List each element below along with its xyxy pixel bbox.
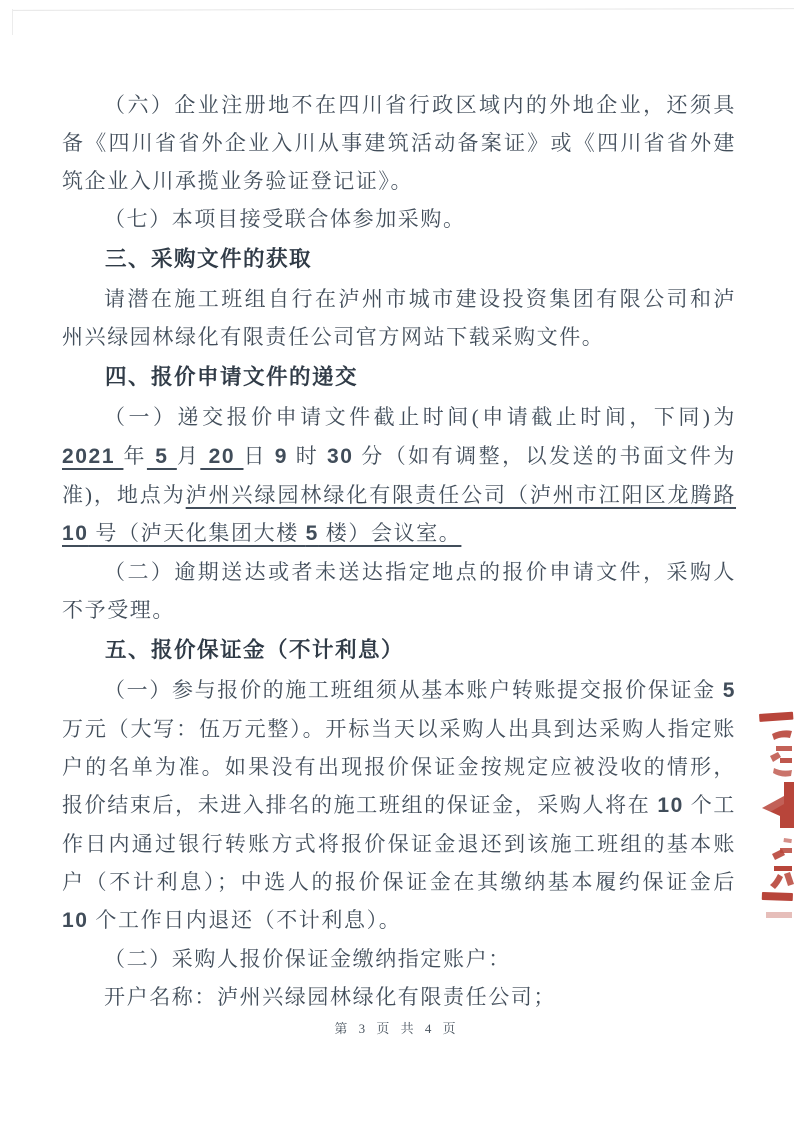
text-segment: 5	[722, 679, 736, 702]
text-segment: 2021	[62, 445, 124, 468]
text-segment: 10	[62, 522, 89, 545]
text-segment: 9	[274, 445, 288, 468]
scan-edge-artifact	[12, 9, 13, 35]
section-heading	[62, 631, 736, 669]
text-segment: 30	[326, 445, 354, 468]
text-segment: 三、采购文件的获取	[105, 247, 313, 271]
text-segment: 开户名称：泸州兴绿园林绿化有限责任公司；	[104, 985, 556, 1009]
text-segment: 个工作日内退还（不计利息）。	[88, 908, 402, 932]
text-segment: 号（泸天化集团大楼	[88, 521, 306, 545]
text-segment: 10	[62, 909, 89, 932]
text-segment: 楼）会议室。	[318, 521, 462, 545]
text-segment: （六）企业注册地不在四川省行政区域内的外地企业，还须具备《四川省省外企业入川从事建筑活动备案证》或《四川省省外建筑企业入川承揽业务验证登记证》。	[62, 93, 736, 193]
paragraph	[62, 280, 736, 356]
text-segment: （一）递交报价申请文件截止时间(申请截止时间，下同)为	[104, 405, 736, 429]
section-heading	[62, 240, 736, 278]
paragraph	[62, 671, 736, 940]
paragraph	[62, 200, 736, 238]
text-segment: 泸州兴绿园林绿化有限责任公司（泸州市江阳区龙腾路	[185, 483, 737, 507]
text-segment: 日	[243, 444, 275, 468]
paragraph	[62, 978, 736, 1016]
text-segment: 万元（大写：伍万元整）。开标当天以采购人出具到达采购人指定账户的名单为准。如果没有出现报价保证金按规定应被没收的情形，报价结束后，未进入排名的施工班组的保证金，采购人将在	[62, 717, 736, 817]
paragraph	[62, 553, 736, 629]
text-segment: （一）参与报价的施工班组须从基本账户转账提交报价保证金	[104, 678, 723, 702]
text-segment: 5	[146, 445, 177, 468]
text-segment: 月	[176, 444, 201, 468]
text-segment: 五、报价保证金（不计利息）	[105, 638, 405, 662]
text-segment: 时	[288, 444, 327, 468]
paragraph	[62, 398, 736, 553]
text-segment: （二）逾期送达或者未送达指定地点的报价申请文件，采购人不予受理。	[62, 560, 736, 622]
text-segment: 年	[123, 444, 147, 468]
text-segment: 请潜在施工班组自行在泸州市城市建设投资集团有限公司和泸州兴绿园林绿化有限责任公司官方网站下载采购文件。	[62, 287, 736, 349]
text-segment: 20	[200, 445, 244, 468]
red-stamp-seal	[750, 698, 794, 926]
text-segment: 分（如有调整，以发送的书面文件为准)，地点为	[62, 444, 736, 507]
paragraph	[62, 940, 736, 978]
section-heading	[62, 358, 736, 396]
text-segment: （七）本项目接受联合体参加采购。	[104, 207, 466, 231]
text-segment: 5	[305, 522, 319, 545]
text-segment: 个工作日内通过银行转账方式将报价保证金退还到该施工班组的基本账户（不计利息）；中选人的报价保证金在其缴纳基本履约保证金后	[62, 793, 736, 894]
document-body	[62, 86, 736, 1016]
text-segment: 10	[657, 794, 684, 817]
scan-edge-artifact	[12, 8, 794, 11]
paragraph	[62, 86, 736, 200]
text-segment: 四、报价申请文件的递交	[105, 365, 359, 389]
text-segment: （二）采购人报价保证金缴纳指定账户：	[104, 947, 511, 971]
page-number: 第 3 页 共 4 页	[334, 1021, 460, 1036]
